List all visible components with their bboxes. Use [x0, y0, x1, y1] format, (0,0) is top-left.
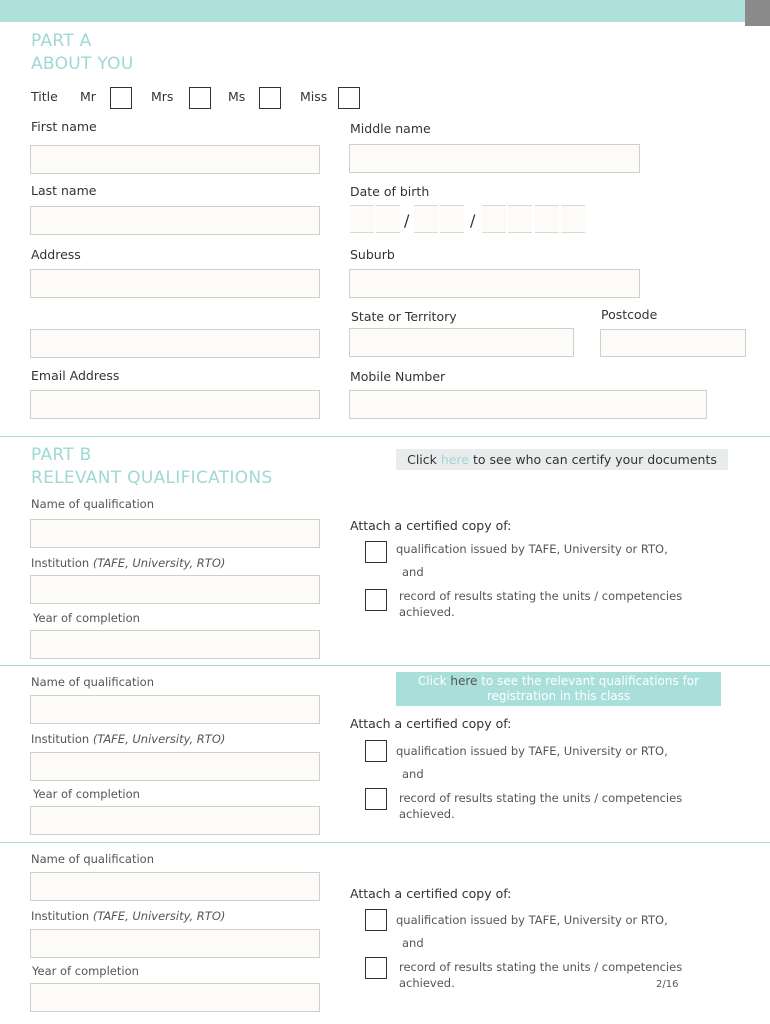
qual3-attach-qualification-checkbox[interactable] — [365, 909, 387, 931]
qual1-institution-field[interactable] — [30, 575, 320, 604]
qual2-year-label: Year of completion — [33, 787, 140, 801]
qual3-year-input[interactable] — [31, 984, 319, 1011]
qual3-attach-heading: Attach a certified copy of: — [350, 886, 512, 901]
state-input[interactable] — [350, 329, 573, 356]
qual-divider-2 — [0, 842, 770, 843]
qual2-year-input[interactable] — [31, 807, 319, 834]
qual1-attach-results-label — [399, 588, 682, 620]
qual3-institution-field[interactable] — [30, 929, 320, 958]
qual3-name-field[interactable] — [30, 872, 320, 901]
address-line1-field[interactable] — [30, 269, 320, 298]
qual-info-suffix: to see the relevant qualifications for — [477, 674, 700, 688]
title-option-label-mr: Mr — [80, 89, 96, 104]
qual2-attach-qualification-checkbox[interactable] — [365, 740, 387, 762]
qual3-and-label: and — [402, 936, 424, 950]
qual1-attach-qualification-label: qualification issued by TAFE, University or RTO, — [396, 542, 668, 556]
qual1-institution-note: (TAFE, University, RTO) — [92, 556, 226, 570]
postcode-input[interactable] — [601, 330, 745, 356]
date-of-birth-label: Date of birth — [350, 184, 430, 199]
certify-prefix: Click — [407, 452, 441, 467]
dob-month-digit-1[interactable] — [414, 205, 438, 233]
title-label: Title — [31, 89, 58, 104]
qual1-year-field[interactable] — [30, 630, 320, 659]
qual3-attach-results-label — [399, 959, 682, 991]
qual-divider-1 — [0, 665, 770, 666]
qual3-institution-text: Institution — [31, 909, 93, 923]
qual-info-line2: registration in this class — [486, 689, 631, 703]
qual3-institution-label — [31, 909, 225, 923]
qual2-name-field[interactable] — [30, 695, 320, 724]
qual-info-prefix: Click — [417, 674, 451, 688]
qual3-attach-results-checkbox[interactable] — [365, 957, 387, 979]
qual2-name-input[interactable] — [31, 696, 319, 723]
qual2-attach-qualification-label: qualification issued by TAFE, University or RTO, — [396, 744, 668, 758]
qual1-year-label: Year of completion — [33, 611, 140, 625]
address-line2-field[interactable] — [30, 329, 320, 358]
last-name-field[interactable] — [30, 206, 320, 235]
qual2-results-line2: achieved. — [399, 807, 455, 821]
qual3-results-line2: achieved. — [399, 976, 455, 990]
state-field[interactable] — [349, 328, 574, 357]
section-divider — [0, 436, 770, 437]
part-b-heading — [31, 444, 273, 490]
title-ms-checkbox[interactable] — [259, 87, 281, 109]
suburb-field[interactable] — [349, 269, 640, 298]
mobile-input[interactable] — [350, 391, 706, 418]
certify-info-bar — [396, 449, 728, 470]
address-line2-input[interactable] — [31, 330, 319, 357]
title-mrs-checkbox[interactable] — [189, 87, 211, 109]
suburb-input[interactable] — [350, 270, 639, 297]
last-name-label: Last name — [31, 183, 97, 198]
dob-day-digit-1[interactable] — [350, 205, 374, 233]
qual1-name-label: Name of qualification — [31, 497, 154, 511]
qualifications-here-link[interactable]: here — [450, 674, 478, 688]
qual3-attach-qualification-label: qualification issued by TAFE, University or RTO, — [396, 913, 668, 927]
qual1-institution-text: Institution — [31, 556, 93, 570]
header-bar — [0, 0, 770, 22]
header-corner-block — [745, 0, 770, 26]
dob-month-digit-2[interactable] — [440, 205, 464, 233]
suburb-label: Suburb — [350, 247, 395, 262]
page-number: 2/16 — [656, 979, 679, 990]
qual3-results-line1: record of results stating the units / competencies — [399, 960, 683, 974]
title-option-label-mrs: Mrs — [151, 89, 174, 104]
title-mr-checkbox[interactable] — [110, 87, 132, 109]
certify-suffix: to see who can certify your documents — [469, 452, 717, 467]
qual1-attach-heading: Attach a certified copy of: — [350, 518, 512, 533]
qual2-year-field[interactable] — [30, 806, 320, 835]
part-a-heading — [31, 30, 134, 76]
dob-separator-1: / — [404, 211, 410, 230]
qual2-results-line1: record of results stating the units / competencies — [399, 791, 683, 805]
qual3-name-label: Name of qualification — [31, 852, 154, 866]
qual1-attach-qualification-checkbox[interactable] — [365, 541, 387, 563]
postcode-field[interactable] — [600, 329, 746, 357]
qual3-year-field[interactable] — [30, 983, 320, 1012]
first-name-label: First name — [31, 119, 97, 134]
last-name-input[interactable] — [31, 207, 319, 234]
part-b-heading-line1: PART B — [31, 445, 92, 465]
qual2-name-label: Name of qualification — [31, 675, 154, 689]
qual3-year-label: Year of completion — [32, 964, 139, 978]
qual1-results-line2: achieved. — [399, 605, 455, 619]
middle-name-field[interactable] — [349, 144, 640, 173]
dob-separator-2: / — [470, 211, 476, 230]
qual2-attach-heading: Attach a certified copy of: — [350, 716, 512, 731]
middle-name-input[interactable] — [350, 145, 639, 172]
qual2-and-label: and — [402, 767, 424, 781]
postcode-label: Postcode — [601, 307, 658, 322]
qual1-and-label: and — [402, 565, 424, 579]
qual1-year-input[interactable] — [31, 631, 319, 658]
state-label: State or Territory — [351, 309, 457, 324]
qual1-name-input[interactable] — [31, 520, 319, 547]
qual3-name-input[interactable] — [31, 873, 319, 900]
qual2-institution-label — [31, 732, 225, 746]
title-option-label-ms: Ms — [228, 89, 246, 104]
part-a-heading-line1: PART A — [31, 31, 92, 51]
email-label: Email Address — [31, 368, 120, 383]
relevant-qualifications-info-bar — [396, 672, 721, 706]
qual2-attach-results-checkbox[interactable] — [365, 788, 387, 810]
qual2-institution-input[interactable] — [31, 753, 319, 780]
part-b-heading-line2: RELEVANT QUALIFICATIONS — [31, 468, 273, 488]
qual1-results-line1: record of results stating the units / competencies — [399, 589, 683, 603]
qual2-attach-results-label — [399, 790, 682, 822]
mobile-field[interactable] — [349, 390, 707, 419]
certify-here-link[interactable]: here — [440, 452, 470, 467]
qual1-institution-input[interactable] — [31, 576, 319, 603]
dob-year-digit-2[interactable] — [508, 205, 532, 233]
dob-year-digit-1[interactable] — [482, 205, 506, 233]
first-name-input[interactable] — [31, 146, 319, 173]
qual2-institution-note: (TAFE, University, RTO) — [92, 732, 226, 746]
middle-name-label: Middle name — [350, 121, 431, 136]
qual-info-line1 — [396, 674, 721, 689]
qual1-name-field[interactable] — [30, 519, 320, 548]
title-miss-checkbox[interactable] — [338, 87, 360, 109]
address-line1-input[interactable] — [31, 270, 319, 297]
qual1-attach-results-checkbox[interactable] — [365, 589, 387, 611]
dob-year-digit-3[interactable] — [535, 205, 559, 233]
qual1-institution-label — [31, 556, 225, 570]
part-a-heading-line2: ABOUT YOU — [31, 54, 134, 74]
dob-year-digit-4[interactable] — [561, 205, 585, 233]
first-name-field[interactable] — [30, 145, 320, 174]
email-field[interactable] — [30, 390, 320, 419]
address-label: Address — [31, 247, 81, 262]
title-option-label-miss: Miss — [300, 89, 328, 104]
email-input[interactable] — [31, 391, 319, 418]
qual3-institution-note: (TAFE, University, RTO) — [92, 909, 226, 923]
qual2-institution-text: Institution — [31, 732, 93, 746]
mobile-label: Mobile Number — [350, 369, 446, 384]
qual3-institution-input[interactable] — [31, 930, 319, 957]
qual2-institution-field[interactable] — [30, 752, 320, 781]
dob-day-digit-2[interactable] — [376, 205, 400, 233]
